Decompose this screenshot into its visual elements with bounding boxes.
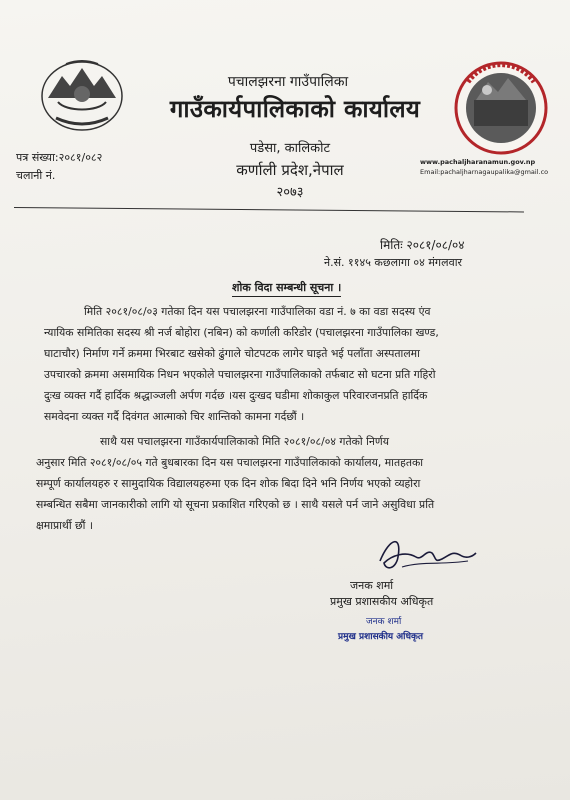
org-name-line1: पचालझरना गाउँपालिका [227, 74, 349, 90]
body-line: मिति २०८१/०८/०३ गतेका दिन यस पचालझरना गाउँपालिका वडा नं. ७ का वडा सदस्य एंव [84, 305, 431, 318]
body-line: दुःख व्यक्त गर्दै हार्दिक श्रद्धाञ्जली अर्पण गर्दछ ।यस दुःखद घडीमा शोकाकुल परिवारजनप्रति हार्दिक [44, 389, 428, 402]
body-line: सम्बन्धित सबैमा जानकारीको लागि यो सूचना प्रकाशित गरिएको छ । साथै यसले पर्न जाने असुविधा प्रति [36, 498, 435, 511]
address-line1: पडेसा, कालिकोट [249, 141, 331, 156]
established-year: २०७३ [276, 185, 304, 200]
stamp-title: प्रमुख प्रशासकीय अधिकृत [338, 632, 424, 642]
signatory-name: जनक शर्मा [350, 579, 394, 592]
nepal-emblem-icon [36, 56, 128, 134]
stamp-name: जनक शर्मा [366, 617, 402, 627]
body-line: न्यायिक समितिका सदस्य श्री नर्ज बोहोरा (नबिन) को कर्णाली करिडोर (पचालझरना गाउँपालिका खण्ड, [44, 326, 439, 339]
signatory-title: प्रमुख प्रशासकीय अधिकृत [330, 595, 434, 608]
signature-mark [372, 531, 482, 579]
body-line: सम्पूर्ण कार्यालयहरु र सामुदायिक विद्यालयहरुमा एक दिन शोक बिदा दिने भनि निर्णय भएको व्यहोरा [36, 477, 421, 490]
body-line: अनुसार मिति २०८१/०८/०५ गते बुधबारका दिन यस पचालझरना गाउँपालिकाको कार्यालय, मातहतका [36, 456, 424, 469]
address-line2: कर्णाली प्रदेश,नेपाल [236, 161, 344, 179]
website-text: www.pachaljharanamun.gov.np [420, 158, 536, 166]
dispatch-number: चलानी नं. [16, 169, 56, 182]
municipality-seal-icon [452, 60, 550, 156]
org-name-line2: गाउँकार्यपालिकाको कार्यालय [169, 95, 421, 123]
subject-heading: शोक विदा सम्बन्धी सूचना । [232, 280, 341, 297]
body-line: घाटाचौर) निर्माण गर्ने क्रममा भिरबाट खसेको ढुंगाले चोटपटक लागेर घाइते भई पलाँता अस्पतालमा [44, 347, 420, 360]
body-line: क्षमाप्रार्थी छौं । [36, 519, 93, 532]
letter-date: मितिः २०८१/०८/०४ [380, 238, 465, 252]
nepal-sambat-date: ने.सं. ११४५ कछलागा ०४ मंगलवार [324, 256, 463, 269]
header-divider [14, 207, 524, 212]
body-line: समवेदना व्यक्त गर्दै दिवंगत आत्माको चिर शान्तिको कामना गर्दछौं । [44, 410, 305, 423]
email-text: Email:pachaljharnagaupalika@gmail.co [420, 168, 549, 176]
reference-number: पत्र संख्या:२०८१/०८२ [16, 151, 103, 164]
body-line: साथै यस पचालझरना गाउँकार्यपालिकाको मिति २०८१/०८/०४ गतेको निर्णय [100, 435, 389, 448]
body-line: उपचारको क्रममा असमायिक निधन भएकोले पचालझरना गाउँपालिकाको तर्फबाट सो घटना प्रति गहिरो [44, 368, 436, 381]
